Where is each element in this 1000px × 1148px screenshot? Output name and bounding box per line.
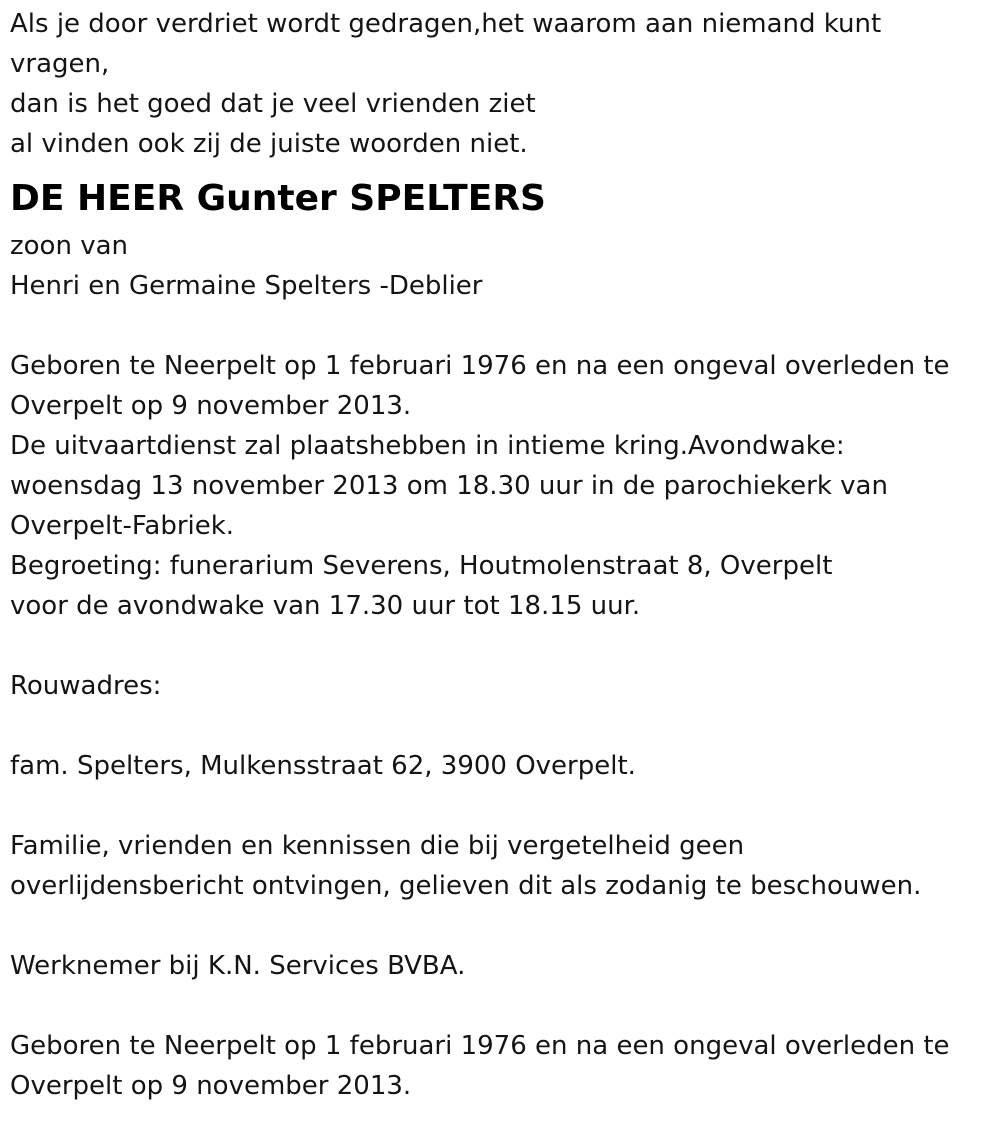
spacer (10, 986, 985, 1026)
obituary-document (10, 4, 985, 1106)
employer: Werknemer bij K.N. Services BVBA. (10, 951, 466, 981)
poem (10, 4, 985, 164)
parents-intro: zoon van (10, 231, 129, 261)
spacer (10, 626, 985, 666)
birth-death-repeat-line-2: Overpelt op 9 november 2013. (10, 1071, 412, 1101)
poem-line-1: Als je door verdriet wordt gedragen,het waarom aan niemand kunt (10, 9, 882, 39)
spacer (10, 306, 985, 346)
birth-death-line-1: Geboren te Neerpelt op 1 februari 1976 en na een ongeval overleden te (10, 351, 950, 381)
birth-death-repeat-line-1: Geboren te Neerpelt op 1 februari 1976 en na een ongeval overleden te (10, 1031, 950, 1061)
mourning-address: fam. Spelters, Mulkensstraat 62, 3900 Overpelt. (10, 751, 636, 781)
greeting-line-2: voor de avondwake van 17.30 uur tot 18.15 uur. (10, 591, 641, 621)
notice-block (10, 826, 985, 906)
deceased-name-heading: DE HEER Gunter SPELTERS (10, 178, 546, 219)
service-block (10, 426, 985, 546)
notice-line-1: Familie, vrienden en kennissen die bij vergetelheid geen (10, 831, 745, 861)
service-line-3: Overpelt-Fabriek. (10, 511, 235, 541)
greeting-line-1: Begroeting: funerarium Severens, Houtmolenstraat 8, Overpelt (10, 551, 833, 581)
spacer (10, 706, 985, 746)
birth-death-line-2: Overpelt op 9 november 2013. (10, 391, 412, 421)
greeting-block (10, 546, 985, 626)
notice-line-2: overlijdensbericht ontvingen, gelieven dit als zodanig te beschouwen. (10, 871, 922, 901)
birth-death-repeat-block (10, 1026, 985, 1106)
spacer (10, 786, 985, 826)
poem-line-2: dan is het goed dat je veel vrienden ziet (10, 89, 536, 119)
service-line-1: De uitvaartdienst zal plaatshebben in intieme kring.Avondwake: (10, 431, 845, 461)
birth-death-block (10, 346, 985, 426)
service-line-2: woensdag 13 november 2013 om 18.30 uur in de parochiekerk van (10, 471, 888, 501)
poem-line-1-continued: vragen, (10, 49, 110, 79)
parents-names: Henri en Germaine Spelters -Deblier (10, 271, 483, 301)
spacer (10, 906, 985, 946)
parents-block (10, 226, 985, 306)
poem-line-3: al vinden ook zij de juiste woorden niet. (10, 129, 528, 159)
mourning-address-label: Rouwadres: (10, 671, 162, 701)
